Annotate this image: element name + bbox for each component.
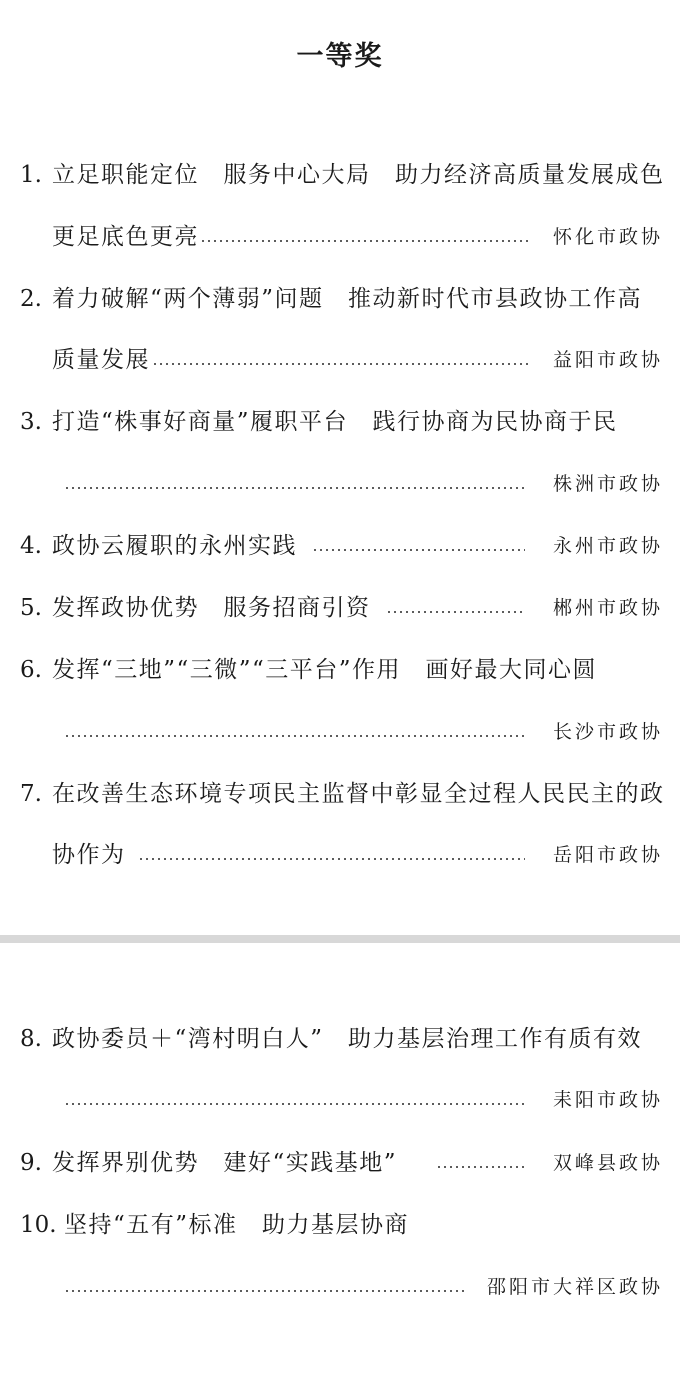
item-number: 10. — [20, 1212, 57, 1238]
item-title: 政协委员＋“湾村明白人” 助力基层治理工作有质有效 — [52, 1026, 643, 1052]
item-number: 9. — [20, 1150, 42, 1176]
list-item — [0, 155, 680, 195]
item-organization: 郴州市政协 — [552, 597, 663, 619]
dot-leader — [152, 340, 532, 380]
item-organization: 长沙市政协 — [552, 721, 663, 743]
item-number: 7. — [20, 781, 42, 807]
list-item-continuation — [0, 1080, 680, 1120]
section-divider — [0, 935, 680, 943]
item-organization: 永州市政协 — [552, 535, 663, 557]
item-organization: 益阳市政协 — [552, 349, 663, 371]
item-number: 4. — [20, 533, 42, 559]
item-number: 6. — [20, 657, 42, 683]
item-title-continued: 更足底色更亮 — [52, 224, 199, 250]
item-number: 1. — [20, 162, 42, 188]
list-item-continuation — [0, 712, 680, 752]
item-organization: 岳阳市政协 — [552, 844, 663, 866]
item-title: 打造“株事好商量”履职平台 践行协商为民协商于民 — [52, 409, 618, 435]
item-title: 着力破解“两个薄弱”问题 推动新时代市县政协工作高 — [52, 286, 643, 312]
dot-leader — [64, 712, 525, 752]
dot-leader — [64, 464, 525, 504]
list-item — [0, 526, 680, 566]
item-organization: 株洲市政协 — [552, 473, 663, 495]
list-item — [0, 650, 680, 690]
dot-leader — [200, 217, 532, 257]
dot-leader — [436, 1143, 525, 1183]
item-organization: 双峰县政协 — [552, 1152, 663, 1174]
list-item — [0, 279, 680, 319]
item-title-continued: 质量发展 — [52, 347, 150, 373]
dot-leader — [64, 1267, 464, 1307]
item-title-continued: 协作为 — [52, 842, 126, 868]
dot-leader — [386, 588, 525, 628]
item-title: 发挥界别优势 建好“实践基地” — [52, 1150, 398, 1176]
list-item — [0, 774, 680, 814]
item-number: 2. — [20, 286, 42, 312]
list-item-continuation — [0, 1267, 680, 1307]
item-number: 5. — [20, 595, 42, 621]
list-item — [0, 588, 680, 628]
list-item-continuation — [0, 835, 680, 875]
item-title: 立足职能定位 服务中心大局 助力经济高质量发展成色 — [52, 162, 665, 188]
item-title: 发挥“三地”“三微”“三平台”作用 画好最大同心圆 — [52, 657, 598, 683]
item-title: 政协云履职的永州实践 — [52, 533, 297, 559]
page-title: 一等奖 — [296, 41, 384, 72]
dot-leader — [138, 835, 525, 875]
list-item-continuation — [0, 217, 680, 257]
item-organization: 怀化市政协 — [552, 226, 663, 248]
dot-leader — [64, 1080, 525, 1120]
list-item — [0, 1019, 680, 1059]
item-number: 3. — [20, 409, 42, 435]
item-organization: 邵阳市大祥区政协 — [486, 1276, 663, 1298]
item-number: 8. — [20, 1026, 42, 1052]
item-title: 坚持“五有”标准 助力基层协商 — [64, 1212, 410, 1238]
item-title: 在改善生态环境专项民主监督中彰显全过程人民民主的政 — [52, 781, 665, 807]
item-organization: 耒阳市政协 — [552, 1089, 663, 1111]
list-item-continuation — [0, 464, 680, 504]
list-item — [0, 1143, 680, 1183]
dot-leader — [312, 526, 525, 566]
item-title: 发挥政协优势 服务招商引资 — [52, 595, 371, 621]
list-item — [0, 402, 680, 442]
list-item — [0, 1205, 680, 1245]
list-item-continuation — [0, 340, 680, 380]
